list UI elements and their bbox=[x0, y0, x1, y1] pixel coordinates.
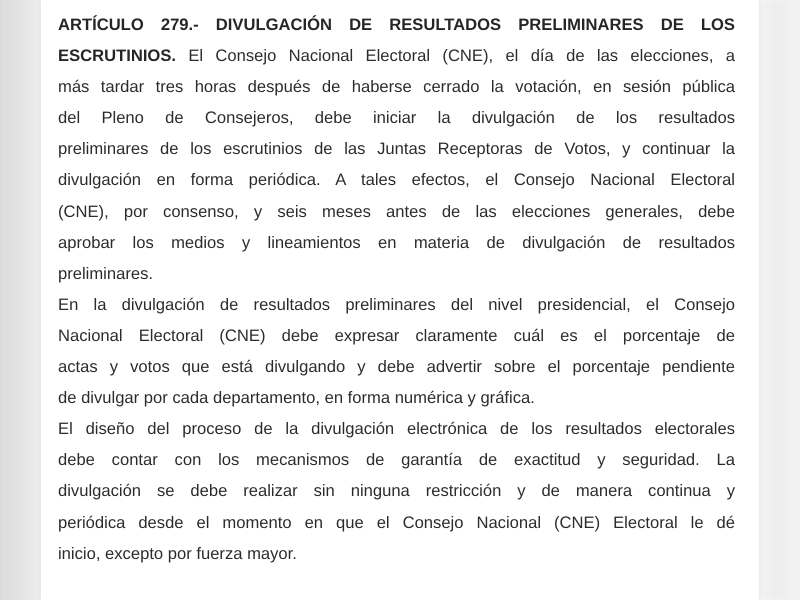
paragraph-3-line-1: El diseño del proceso de la divulgación electrónica de los resultados electorales bbox=[58, 419, 735, 439]
paragraph-1-line-6: (CNE), por consenso, y seis meses antes de las elecciones generales, debe bbox=[58, 201, 735, 221]
paragraph-1-line-8: preliminares. bbox=[58, 263, 153, 283]
paragraph-1-text: El Consejo Nacional Electoral (CNE), el día de las elecciones, a bbox=[176, 46, 735, 66]
right-margin-blur bbox=[756, 0, 800, 600]
left-margin-blur bbox=[0, 0, 42, 600]
paragraph-3-line-4: periódica desde el momento en que el Consejo Nacional (CNE) Electoral le dé bbox=[58, 512, 735, 532]
paragraph-1-line-2: más tardar tres horas después de haberse cerrado la votación, en sesión pública bbox=[58, 77, 735, 97]
paragraph-2-line-4: de divulgar por cada departamento, en forma numérica y gráfica. bbox=[58, 388, 535, 408]
article-heading-line-1 bbox=[58, 9, 735, 40]
document-page bbox=[41, 0, 759, 600]
paragraph-1-line-5: divulgación en forma periódica. A tales efectos, el Consejo Nacional Electoral bbox=[58, 170, 735, 190]
paragraph-1-line-7: aprobar los medios y lineamientos en materia de divulgación de resultados bbox=[58, 232, 735, 252]
paragraph-3-line-3: divulgación se debe realizar sin ninguna restricción y de manera continua y bbox=[58, 481, 735, 501]
paragraph-2-line-1: En la divulgación de resultados preliminares del nivel presidencial, el Consejo bbox=[58, 294, 735, 314]
paragraph-1-line-3: del Pleno de Consejeros, debe iniciar la divulgación de los resultados bbox=[58, 108, 735, 128]
paragraph-3-line-2: debe contar con los mecanismos de garantía de exactitud y seguridad. La bbox=[58, 450, 735, 470]
paragraph-3-line-5: inicio, excepto por fuerza mayor. bbox=[58, 543, 297, 563]
paragraph-1-line-4: preliminares de los escrutinios de las Juntas Receptoras de Votos, y continuar la bbox=[58, 139, 735, 159]
article-number: ARTÍCULO 279.- bbox=[58, 15, 199, 34]
article-title-part-2: ESCRUTINIOS. bbox=[58, 46, 177, 66]
article-title-part-1: DIVULGACIÓN DE RESULTADOS PRELIMINARES DE LOS bbox=[215, 15, 735, 34]
paragraph-2-line-3: actas y votos que está divulgando y debe advertir sobre el porcentaje pendiente bbox=[58, 357, 735, 377]
article-text bbox=[58, 9, 735, 569]
paragraph-2-line-2: Nacional Electoral (CNE) debe expresar claramente cuál es el porcentaje de bbox=[58, 325, 735, 345]
paragraph-1-line-1 bbox=[58, 40, 735, 71]
